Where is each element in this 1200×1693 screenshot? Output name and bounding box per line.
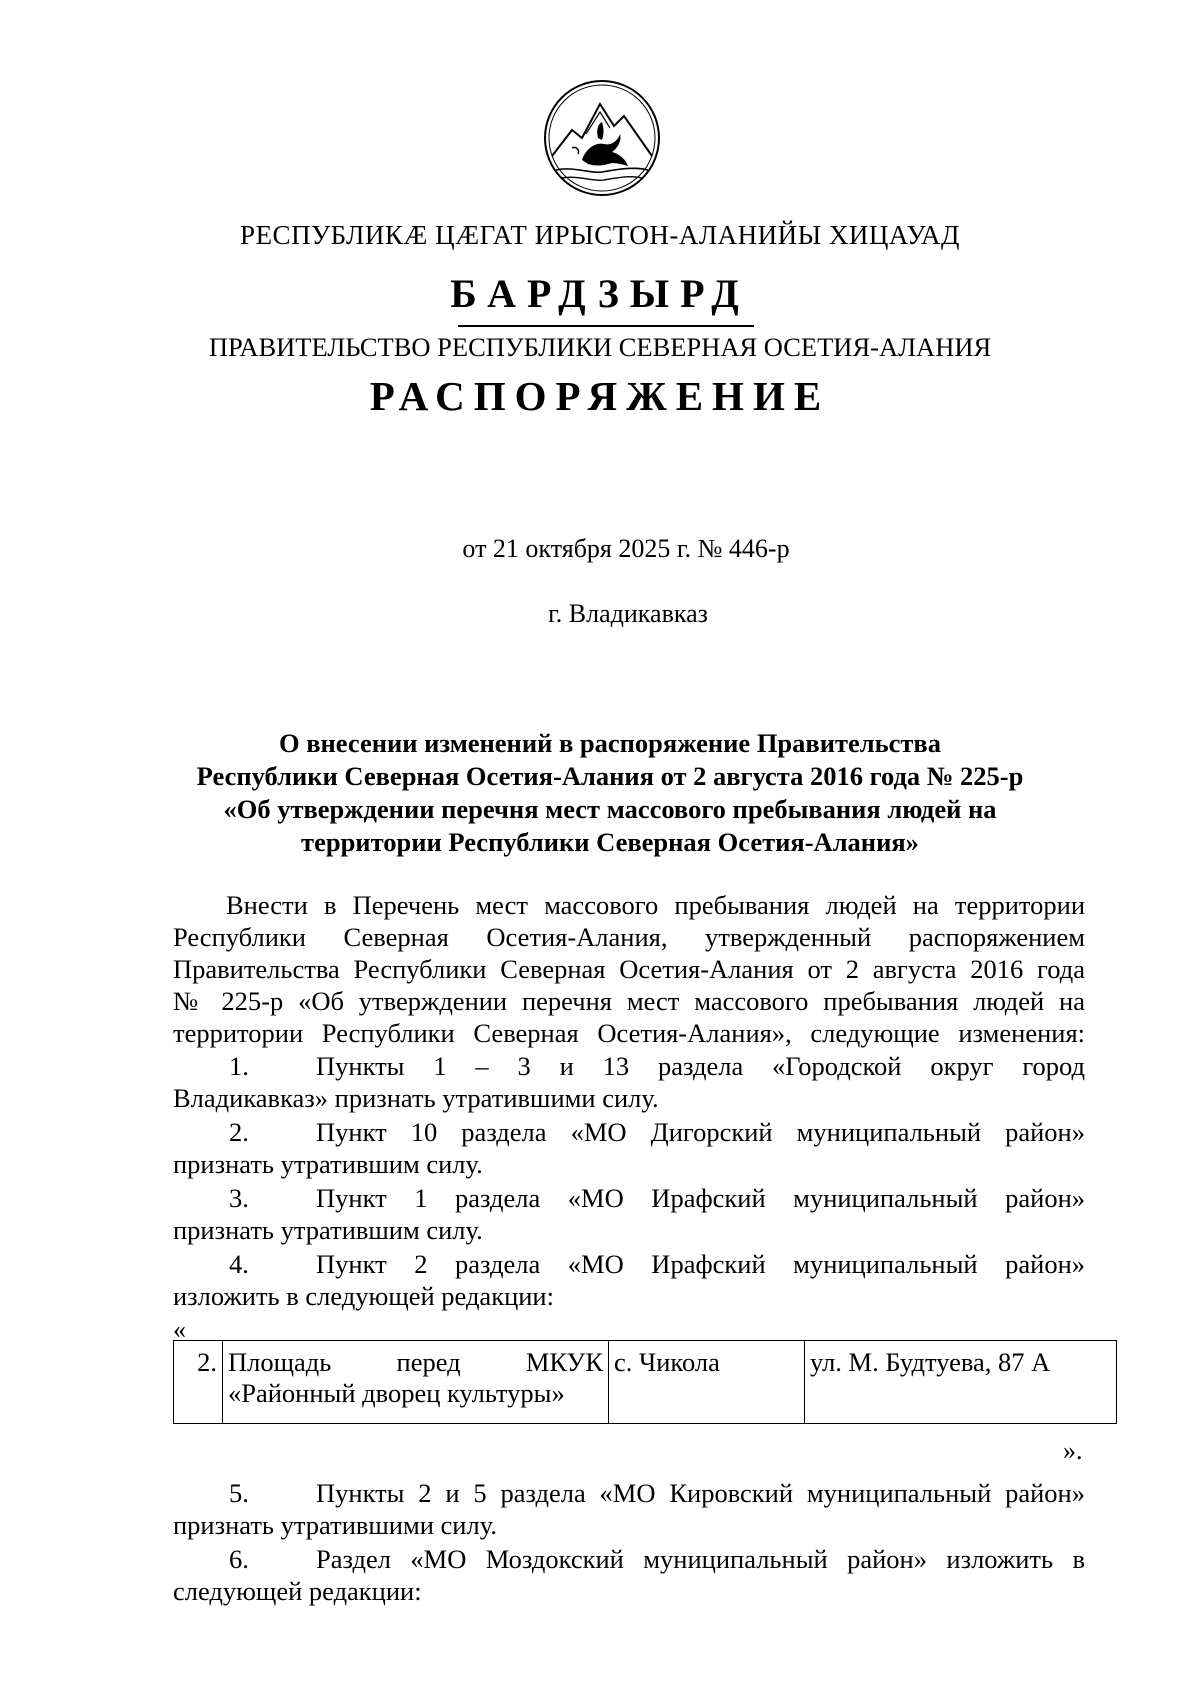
item-text-continued: признать утратившим силу. xyxy=(173,1149,483,1179)
item-text: Пункт 2 раздела «МО Ирафский муниципальный район» xyxy=(316,1249,1085,1279)
item-text: Пункт 1 раздела «МО Ирафский муниципальный район» xyxy=(316,1183,1085,1213)
title-line: территории Республики Северная Осетия-Алания» xyxy=(301,827,919,857)
header-republic-ossetian: РЕСПУБЛИКÆ ЦÆГАТ ИРЫСТОН-АЛАНИЙЫ ХИЦАУАД xyxy=(240,220,960,250)
places-table xyxy=(173,1340,1117,1424)
item-text-continued: признать утратившими силу. xyxy=(173,1510,497,1540)
item-number: 2. xyxy=(229,1117,249,1147)
item-number: 3. xyxy=(229,1183,249,1213)
document-title xyxy=(160,727,1060,859)
quote-close: ». xyxy=(1063,1436,1083,1465)
header-divider xyxy=(458,325,754,327)
cell-place-line: Площадь перед МКУК xyxy=(228,1347,603,1377)
header-title-ossetian: БАРДЗЫРД xyxy=(450,271,750,316)
item-text: Пункт 10 раздела «МО Дигорский муниципальный район» xyxy=(316,1117,1085,1147)
item-text: Пункты 1 – 3 и 13 раздела «Городской округ город xyxy=(316,1051,1085,1081)
item-text: Раздел «МО Моздокский муниципальный район» изложить в xyxy=(316,1544,1085,1574)
document-city: г. Владикавказ xyxy=(548,599,708,628)
cell-village: с. Чикола xyxy=(609,1341,805,1424)
intro-line: Республики Северная Осетия-Алания, утвержденный распоряжением xyxy=(173,922,1085,952)
header-government-russian: ПРАВИТЕЛЬСТВО РЕСПУБЛИКИ СЕВЕРНАЯ ОСЕТИЯ-АЛАНИЯ xyxy=(208,332,992,362)
intro-line: территории Республики Северная Осетия-Алания», следующие изменения: xyxy=(173,1018,1085,1048)
header-title-russian: РАСПОРЯЖЕНИЕ xyxy=(369,373,831,419)
title-line: Республики Северная Осетия-Алания от 2 августа 2016 года № 225-р xyxy=(196,761,1024,791)
intro-line: Правительства Республики Северная Осетия-Алания от 2 августа 2016 года xyxy=(173,954,1085,984)
item-text-continued: Владикавказ» признать утратившими силу. xyxy=(173,1083,659,1113)
cell-number: 2. xyxy=(174,1341,223,1424)
item-text-continued: признать утратившим силу. xyxy=(173,1215,483,1245)
item-number: 1. xyxy=(229,1051,249,1081)
document-date-number: от 21 октября 2025 г. № 446-р xyxy=(462,534,790,563)
cell-place xyxy=(223,1341,609,1424)
quote-open: « xyxy=(173,1315,186,1344)
cell-place-line: «Районный дворец культуры» xyxy=(228,1378,565,1408)
cell-address: ул. М. Будтуева, 87 А xyxy=(805,1341,1117,1424)
coat-of-arms-icon xyxy=(542,78,662,198)
item-number: 5. xyxy=(229,1478,249,1508)
title-line: «Об утверждении перечня мест массового пребывания людей на xyxy=(223,794,997,824)
item-text-continued: следующей редакции: xyxy=(173,1576,422,1606)
item-number: 6. xyxy=(229,1544,249,1574)
intro-line: Внести в Перечень мест массового пребывания людей на территории xyxy=(226,890,1085,920)
item-text-continued: изложить в следующей редакции: xyxy=(173,1281,554,1311)
item-number: 4. xyxy=(229,1249,249,1279)
table-row xyxy=(174,1341,1117,1424)
item-text: Пункты 2 и 5 раздела «МО Кировский муниципальный район» xyxy=(316,1478,1085,1508)
intro-line: № 225-р «Об утверждении перечня мест массового пребывания людей на xyxy=(173,986,1085,1016)
title-line: О внесении изменений в распоряжение Правительства xyxy=(278,728,941,758)
